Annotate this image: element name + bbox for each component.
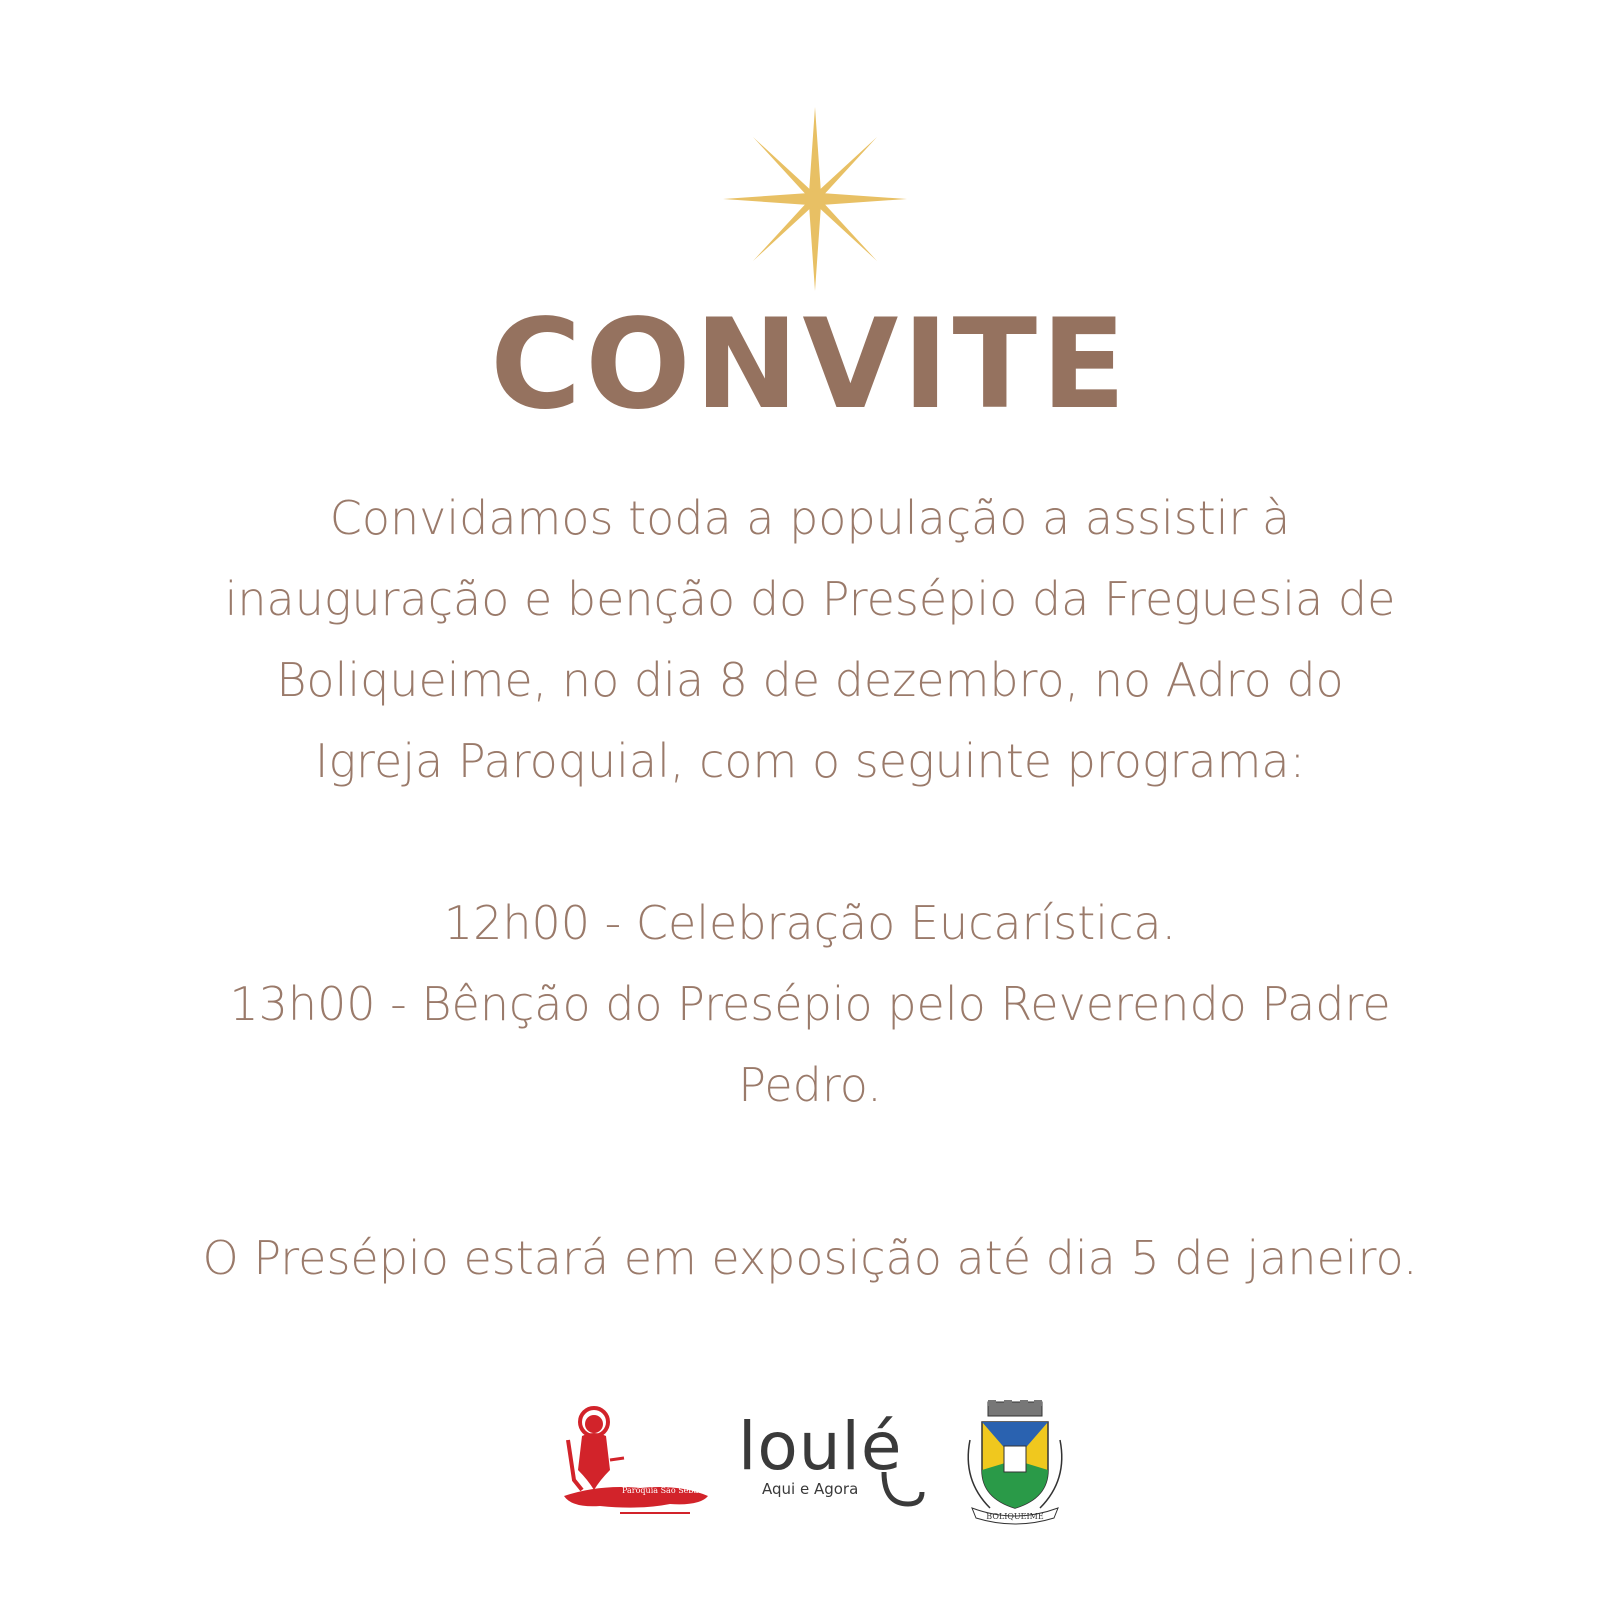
page-title: CONVITE xyxy=(490,293,1130,437)
parish-logo-text: Paróquia São Sebastião xyxy=(622,1486,718,1495)
loule-logo xyxy=(738,1408,928,1522)
intro-line: Igreja Paroquial, com o seguinte programa: xyxy=(314,734,1306,788)
closing-line: O Presépio estará em exposição até dia 5 de janeiro. xyxy=(202,1231,1418,1285)
parish-logo xyxy=(560,1400,718,1530)
intro-line: inauguração e benção do Presépio da Freguesia de xyxy=(224,572,1396,626)
program-list xyxy=(200,883,1420,1126)
sponsor-logos xyxy=(560,1400,1100,1530)
intro-paragraph xyxy=(200,478,1420,802)
loule-wordmark: loulé xyxy=(738,1408,903,1485)
star-icon xyxy=(720,104,910,294)
loule-tagline: Aqui e Agora xyxy=(762,1480,859,1498)
crest-banner-text: BOLIQUEIME xyxy=(986,1512,1044,1521)
program-item: Pedro. xyxy=(738,1058,882,1112)
intro-line: Convidamos toda a população a assistir à xyxy=(329,491,1291,545)
boliqueime-crest xyxy=(960,1400,1070,1530)
closing-note xyxy=(200,1218,1420,1299)
program-item: 12h00 - Celebração Eucarística. xyxy=(443,896,1177,950)
program-item: 13h00 - Bênção do Presépio pelo Reverendo Padre xyxy=(229,977,1391,1031)
intro-line: Boliqueime, no dia 8 de dezembro, no Adro do xyxy=(276,653,1344,707)
